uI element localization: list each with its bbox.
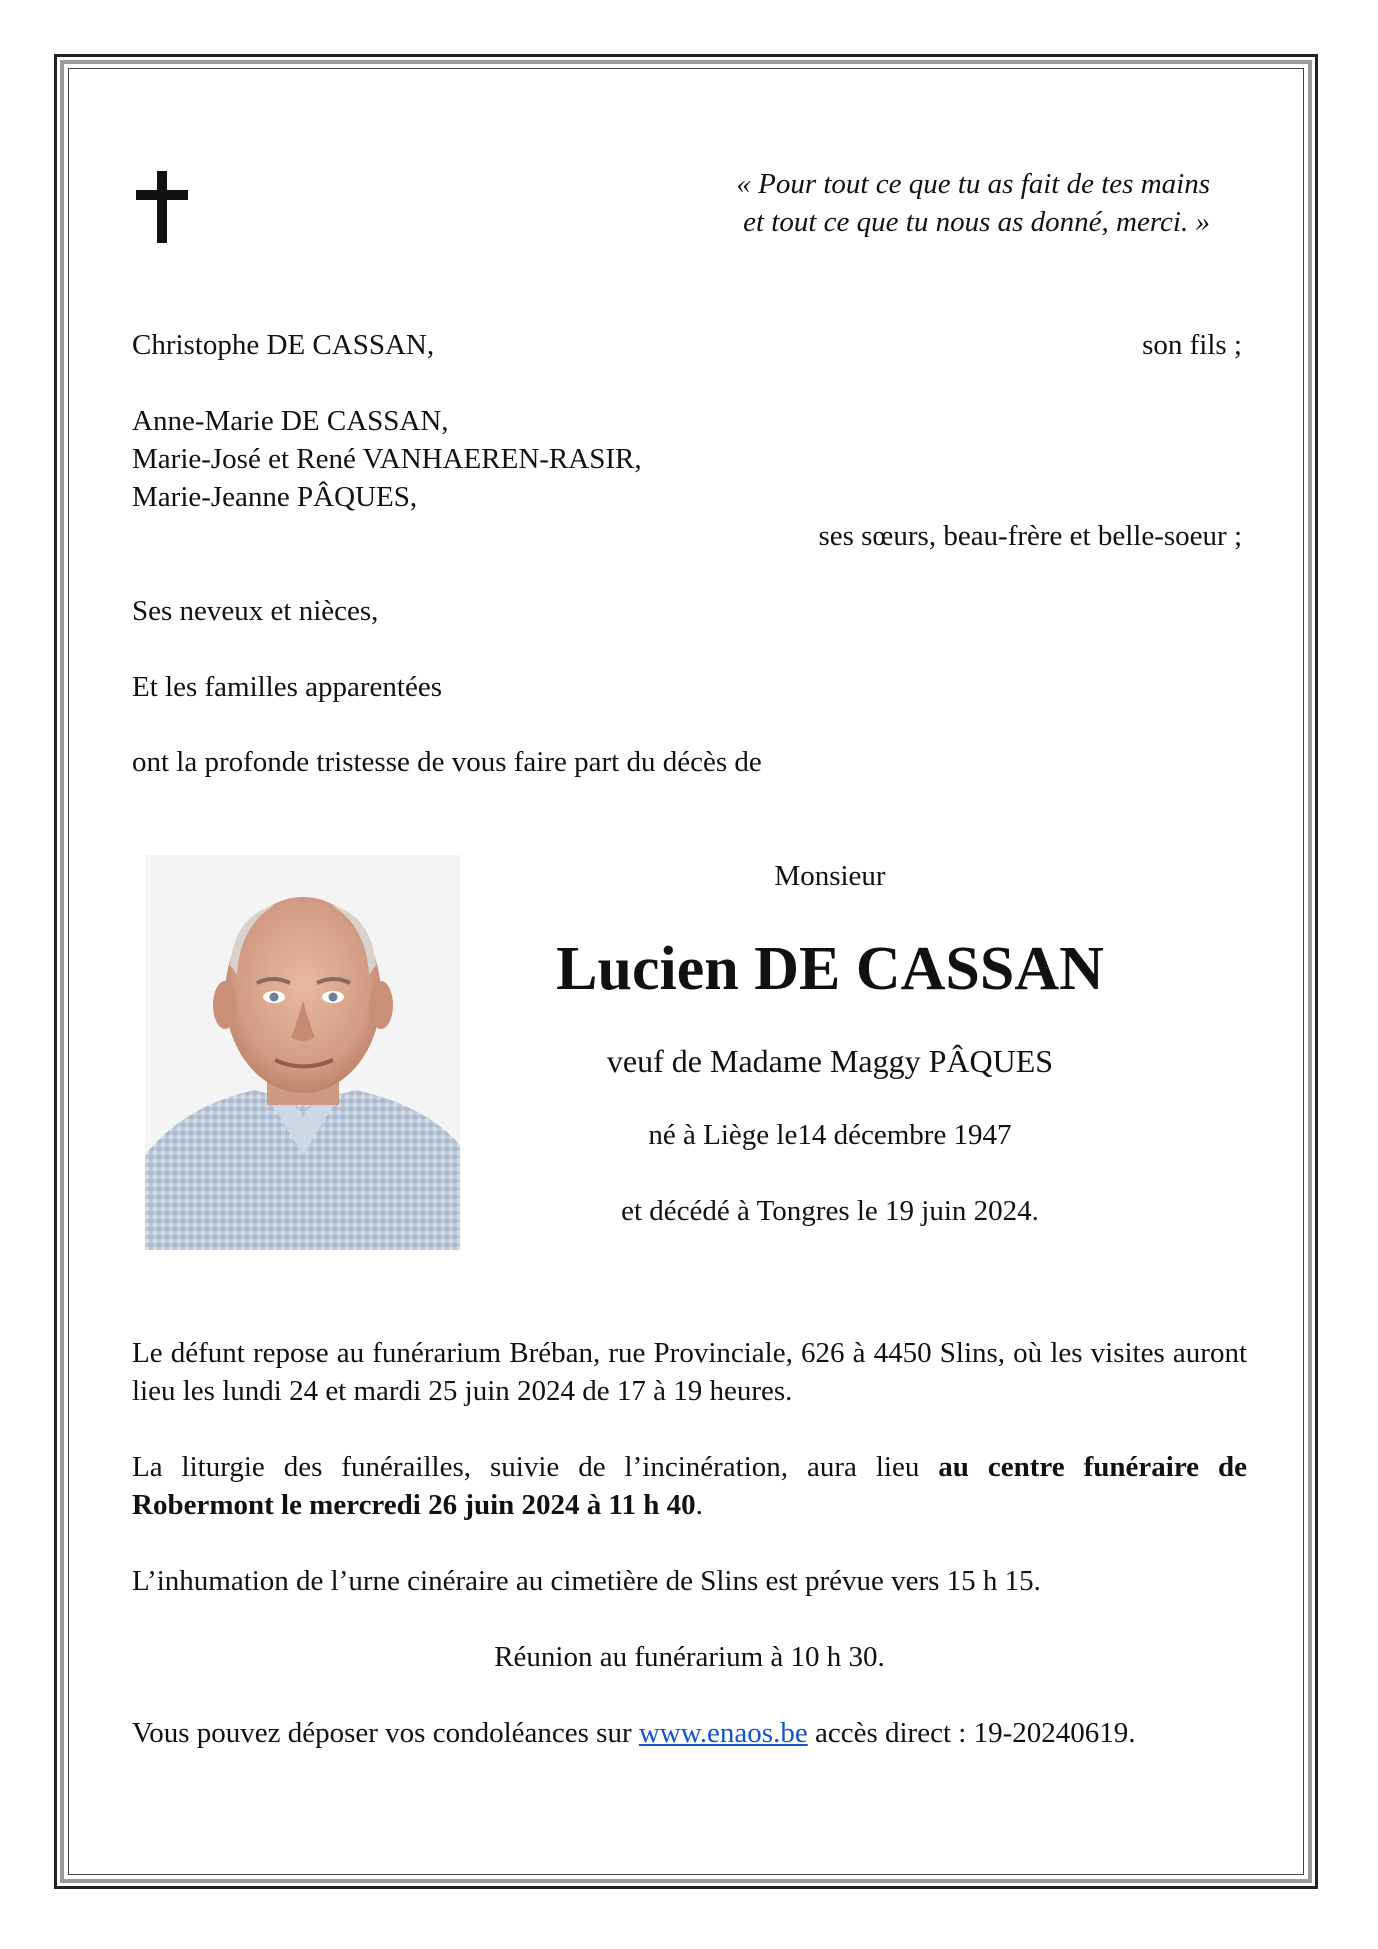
son-name: Christophe DE CASSAN, [132,329,435,361]
liturgy-paragraph [132,1448,1247,1524]
condolences-prefix: Vous pouvez déposer vos condoléances sur [132,1717,639,1749]
liturgy-bold: au centre funéraire de Robermont le mercredi 26 juin 2024 à 11 h 40 [132,1451,1248,1521]
deceased-title: Monsieur [774,860,886,892]
condolences-suffix: accès direct : 19-20240619. [807,1717,1136,1749]
burial-paragraph: L’inhumation de l’urne cinéraire au cimetière de Slins est prévue vers 15 h 15. [132,1565,1041,1597]
nephews-line: Ses neveux et nièces, [132,595,379,627]
sibling-1: Anne-Marie DE CASSAN, [132,405,449,437]
epigraph-quote [736,165,1210,241]
portrait-photo [145,855,460,1250]
liturgy-prefix: La liturgie des funérailles, suivie de l’incinération, aura lieu [132,1451,939,1483]
deceased-died: et décédé à Tongres le 19 juin 2024. [621,1195,1039,1227]
siblings-relation: ses sœurs, beau-frère et belle-soeur ; [818,520,1242,552]
meeting-line: Réunion au funérarium à 10 h 30. [494,1641,885,1673]
cross-icon [136,171,188,243]
quote-line-1: « Pour tout ce que tu as fait de tes mains [736,168,1210,200]
deceased-name: Lucien DE CASSAN [556,935,1104,1003]
condolences-link[interactable]: www.enaos.be [638,1717,808,1749]
son-relation: son fils ; [1142,329,1242,361]
deceased-born: né à Liège le14 décembre 1947 [648,1119,1012,1151]
visitation-paragraph: Le défunt repose au funérarium Bréban, rue Provinciale, 626 à 4450 Slins, où les visites auront lieu les lundi 24 et mardi 25 juin 2024 de 17 à 19 heures. [132,1337,1247,1407]
families-line: Et les familles apparentées [132,671,443,703]
sibling-2: Marie-José et René VANHAEREN-RASIR, [132,443,642,475]
sibling-3: Marie-Jeanne PÂQUES, [132,481,418,513]
condolences-paragraph [132,1714,1247,1752]
liturgy-suffix: . [695,1489,703,1521]
announcement-line: ont la profonde tristesse de vous faire part du décès de [132,746,762,778]
deceased-widower: veuf de Madame Maggy PÂQUES [606,1043,1054,1079]
quote-line-2: et tout ce que tu nous as donné, merci. » [743,206,1210,238]
